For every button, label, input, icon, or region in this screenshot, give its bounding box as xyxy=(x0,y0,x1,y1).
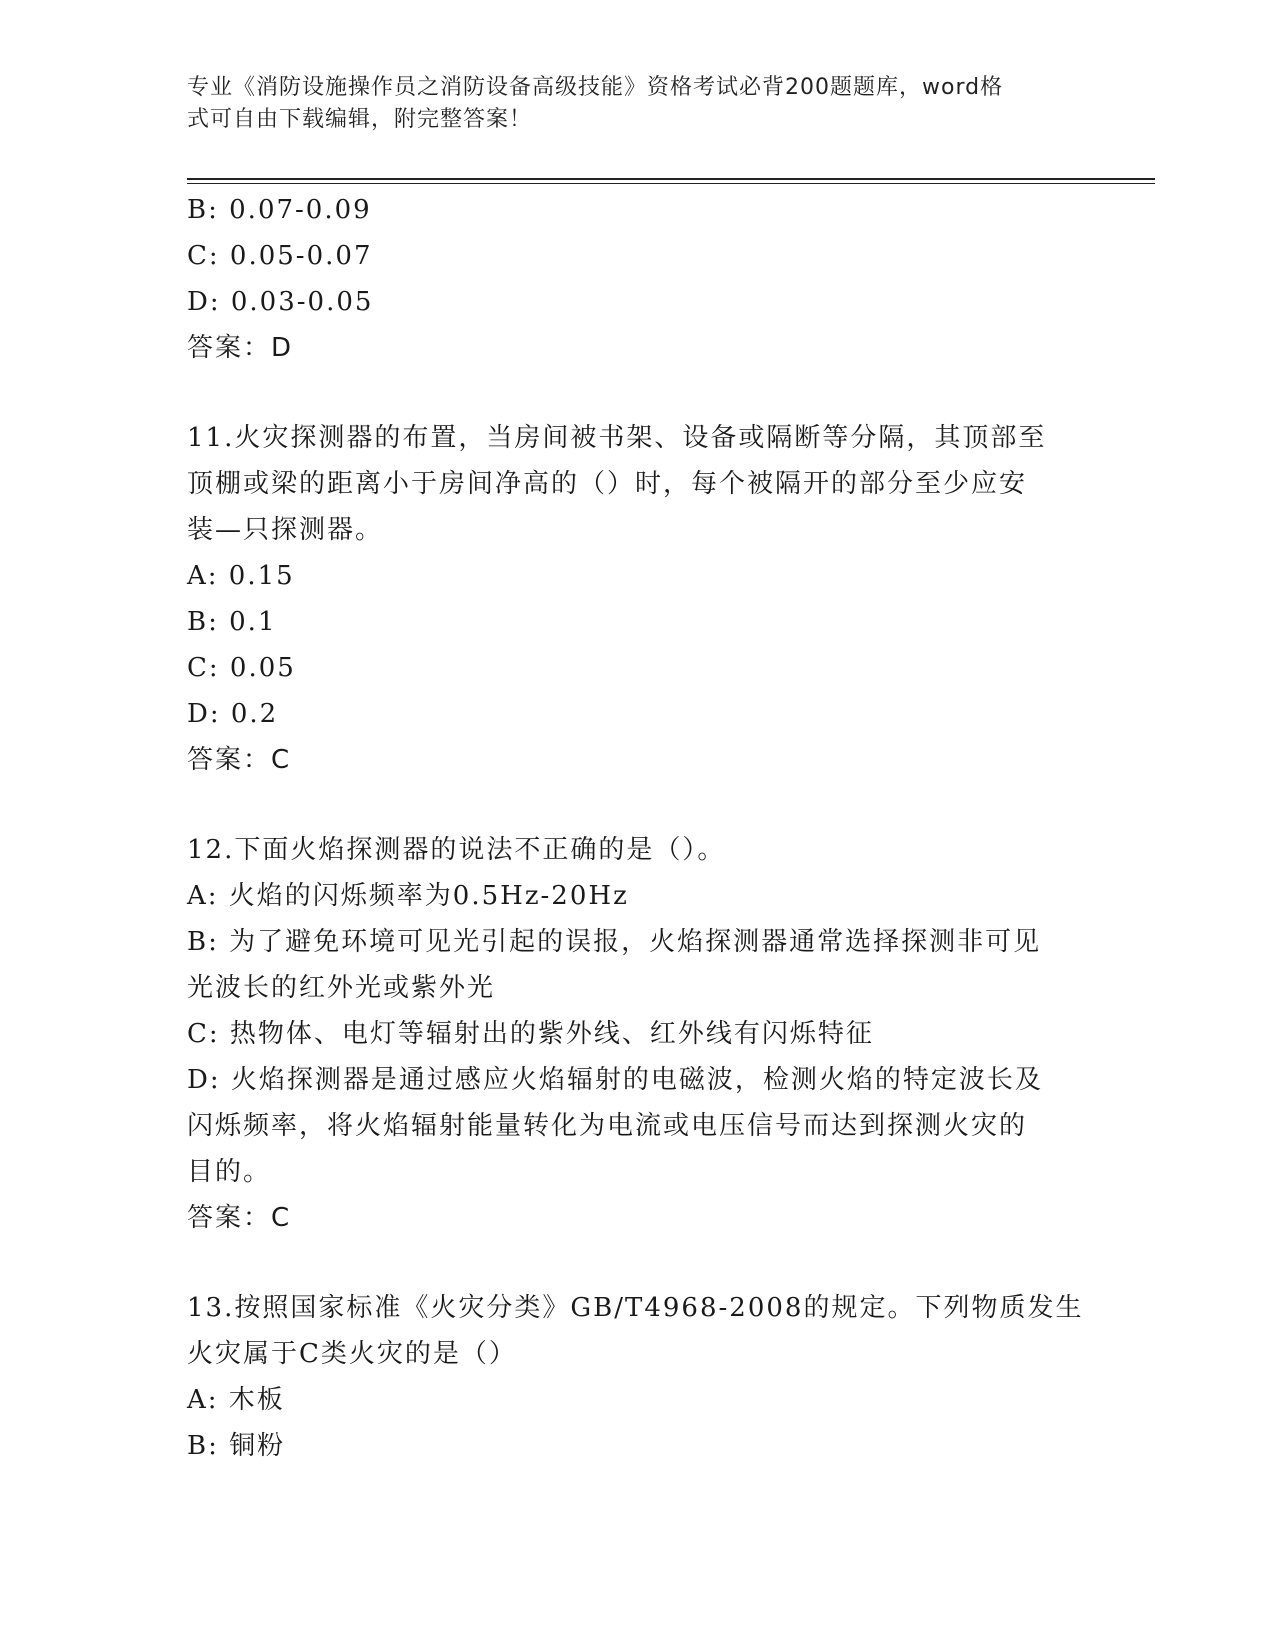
question-11 xyxy=(187,415,1077,783)
option-d-continued: 闪烁频率，将火焰辐射能量转化为电流或电压信号而达到探测火灾的 xyxy=(187,1111,1028,1141)
answer-line: 答案：C xyxy=(187,1203,292,1233)
question-stem: 顶棚或梁的距离小于房间净高的（）时，每个被隔开的部分至少应安 xyxy=(187,469,1028,499)
document-header xyxy=(187,72,1067,136)
question-content xyxy=(187,187,1084,1469)
header-rule-thin xyxy=(187,183,1155,184)
option-d: D: 0.03-0.05 xyxy=(187,287,374,317)
header-line-2: 式可自由下载编辑，附完整答案！ xyxy=(187,107,533,132)
option-c: C: 热物体、电灯等辐射出的紫外线、红外线有闪烁特征 xyxy=(187,1019,874,1049)
option-c: C: 0.05 xyxy=(187,653,296,683)
option-d: D: 火焰探测器是通过感应火焰辐射的电磁波，检测火焰的特定波长及 xyxy=(187,1065,1043,1095)
option-a: A: 0.15 xyxy=(187,561,295,591)
header-line-1: 专业《消防设施操作员之消防设备高级技能》资格考试必背200题题库，word格 xyxy=(187,75,1004,100)
option-d: D: 0.2 xyxy=(187,699,279,729)
question-stem: 火灾属于C类火灾的是（） xyxy=(187,1339,517,1369)
question-stem: 装—只探测器。 xyxy=(187,515,384,545)
question-10-tail xyxy=(187,187,1077,371)
question-stem: 11.火灾探测器的布置，当房间被书架、设备或隔断等分隔，其顶部至 xyxy=(187,423,1047,453)
option-b-continued: 光波长的红外光或紫外光 xyxy=(187,973,496,1003)
answer-line: 答案：C xyxy=(187,745,292,775)
question-13 xyxy=(187,1285,1084,1469)
option-a: A: 木板 xyxy=(187,1385,285,1415)
header-rule-thick xyxy=(187,178,1155,180)
question-12 xyxy=(187,827,1077,1241)
option-c: C: 0.05-0.07 xyxy=(187,241,373,271)
option-a: A: 火焰的闪烁频率为0.5Hz-20Hz xyxy=(187,881,629,911)
option-d-continued: 目的。 xyxy=(187,1157,272,1187)
answer-line: 答案：D xyxy=(187,333,294,363)
question-stem: 13.按照国家标准《火灾分类》GB/T4968-2008的规定。下列物质发生 xyxy=(187,1293,1084,1323)
option-b: B: 为了避免环境可见光引起的误报，火焰探测器通常选择探测非可见 xyxy=(187,927,1042,957)
question-stem: 12.下面火焰探测器的说法不正确的是（）。 xyxy=(187,835,726,865)
option-b: B: 铜粉 xyxy=(187,1431,286,1461)
option-b: B: 0.1 xyxy=(187,607,277,637)
option-b: B: 0.07-0.09 xyxy=(187,195,372,225)
